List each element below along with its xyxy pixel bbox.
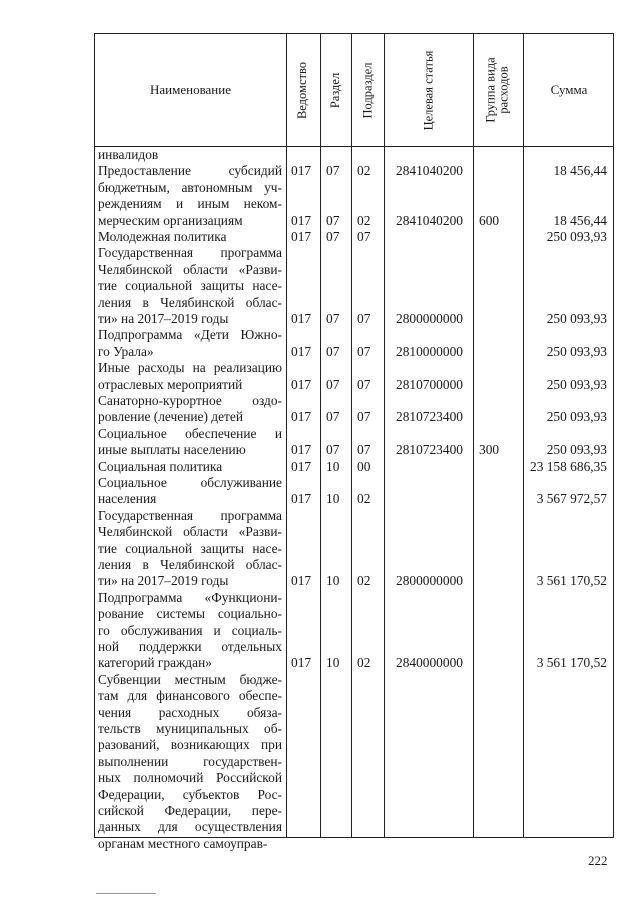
row-name-line: го обслуживания и социаль- <box>98 622 282 638</box>
row-name-line: ления в Челябинской облас- <box>98 557 282 573</box>
summa-cell: 250 093,93 <box>546 229 607 244</box>
razdel-cell: 07 <box>326 343 340 359</box>
vedomstvo-cell: 017 <box>291 655 312 671</box>
celevaya-cell: 2810723400 <box>396 409 463 425</box>
row-name-line: реждениям и иным неком- <box>98 196 282 212</box>
row-name-line: Социальное обеспечение и <box>98 425 282 441</box>
vedomstvo-cell: 017 <box>291 491 312 507</box>
header-vedomstvo <box>286 34 320 146</box>
header-podrazdel-text: Подраздел <box>360 62 374 118</box>
header-gruppa-text <box>485 57 511 122</box>
gruppa-cell: 300 <box>479 442 500 458</box>
row-name-line: инвалидов <box>98 147 159 162</box>
row-name-line: ти» на 2017–2019 годы <box>98 311 229 327</box>
row-name <box>98 229 282 245</box>
vedomstvo-cell: 017 <box>291 310 312 326</box>
podrazdel-cell: 07 <box>357 343 371 359</box>
row-name-line: ровление (лечение) детей <box>98 409 244 425</box>
summa-cell: 250 093,93 <box>546 343 607 359</box>
summa-cell: 250 093,93 <box>546 310 607 326</box>
razdel-cell: 07 <box>326 163 340 179</box>
row-name-line: данных для осуществления <box>98 819 282 835</box>
vedomstvo-cell: 017 <box>291 229 312 244</box>
row-name-line: рование системы социально- <box>98 606 282 622</box>
razdel-cell: 07 <box>326 442 340 458</box>
row-name <box>98 672 282 852</box>
row-name-line: ных полномочий Российской <box>98 770 282 786</box>
summa-cell: 250 093,93 <box>546 376 607 392</box>
row-name-line: Субвенции местным бюдже- <box>98 671 282 687</box>
row-name-line: отраслевых мероприятий <box>98 376 243 392</box>
podrazdel-cell: 00 <box>357 458 371 474</box>
row-name-line: органам местного самоуправ- <box>98 835 268 851</box>
row-name-line: го Урала» <box>98 343 154 359</box>
header-summa: Сумма <box>550 82 588 97</box>
vedomstvo-cell: 017 <box>291 409 312 425</box>
row-name <box>98 163 282 229</box>
razdel-cell: 07 <box>326 229 340 244</box>
celevaya-cell: 2810723400 <box>396 442 463 458</box>
row-name-line: тельств муниципальных об- <box>98 721 282 737</box>
row-name <box>98 426 282 459</box>
gruppa-cell: 600 <box>479 212 500 228</box>
podrazdel-cell: 07 <box>357 310 371 326</box>
header-celevaya-text: Целевая статья <box>420 50 435 130</box>
row-name-line: чения расходных обяза- <box>98 704 282 720</box>
header-razdel-text: Раздел <box>328 72 343 108</box>
razdel-cell: 10 <box>326 458 340 474</box>
row-name <box>98 327 282 360</box>
vedomstvo-cell: 017 <box>291 442 312 458</box>
summa-cell: 18 456,44 <box>553 212 607 228</box>
row-name-line: там для финансового обеспе- <box>98 688 282 704</box>
vedomstvo-cell: 017 <box>291 343 312 359</box>
header-name: Наименование <box>150 82 231 97</box>
razdel-cell: 07 <box>326 376 340 392</box>
vedomstvo-cell: 017 <box>291 573 312 589</box>
row-name <box>98 360 282 393</box>
summa-cell: 18 456,44 <box>553 163 607 179</box>
row-name <box>98 475 282 508</box>
razdel-cell: 10 <box>326 573 340 589</box>
podrazdel-cell: 07 <box>357 376 371 392</box>
row-name-line: Санаторно-курортное оздо- <box>98 393 282 408</box>
razdel-cell: 07 <box>326 310 340 326</box>
row-name-line: Федерации, субъектов Рос- <box>98 786 282 802</box>
vedomstvo-cell: 017 <box>291 212 312 228</box>
podrazdel-cell: 02 <box>357 163 371 179</box>
row-name-line: Социальное обслуживание <box>98 475 282 490</box>
row-name-line: Иные расходы на реализацию <box>98 360 282 376</box>
row-name-line: Подпрограмма «Функциони- <box>98 589 282 605</box>
row-name-line: тие социальной защиты насе- <box>98 278 282 294</box>
row-name-line: Социальная политика <box>98 458 223 474</box>
podrazdel-cell: 02 <box>357 573 371 589</box>
razdel-cell: 07 <box>326 212 340 228</box>
razdel-cell: 07 <box>326 409 340 425</box>
row-name-line: Молодежная политика <box>98 229 227 244</box>
row-name-line: ти» на 2017–2019 годы <box>98 573 229 589</box>
row-name-line: бюджетным, автономным уч- <box>98 179 282 195</box>
row-name-line: населения <box>98 491 157 507</box>
celevaya-cell: 2800000000 <box>396 573 463 589</box>
page-number: 222 <box>588 853 608 868</box>
header-vedomstvo-text: Ведомство <box>295 61 310 119</box>
row-name <box>98 459 282 475</box>
row-name-line: выполнении государствен- <box>98 753 282 769</box>
vedomstvo-cell: 017 <box>291 163 312 179</box>
celevaya-cell: 2800000000 <box>396 310 463 326</box>
header-celevaya <box>384 34 473 146</box>
podrazdel-cell: 07 <box>357 409 371 425</box>
summa-cell: 3 567 972,57 <box>536 491 607 507</box>
celevaya-cell: 2840000000 <box>396 655 463 671</box>
row-name-line: иные выплаты населению <box>98 442 246 458</box>
podrazdel-cell: 02 <box>357 655 371 671</box>
row-name-line: ления в Челябинской облас- <box>98 294 282 310</box>
row-name-line: Государственная программа <box>98 245 282 261</box>
row-name-line: ной поддержки отдельных <box>98 639 282 655</box>
header-gruppa-line-2: расходов <box>497 66 512 114</box>
row-name-line: Подпрограмма «Дети Южно- <box>98 327 282 343</box>
row-name-line: Государственная программа <box>98 507 282 523</box>
summa-cell: 23 158 686,35 <box>530 458 607 474</box>
summa-cell: 250 093,93 <box>546 442 607 458</box>
table-body <box>95 147 613 851</box>
podrazdel-cell: 07 <box>357 442 371 458</box>
row-name-line: Челябинской области «Разви- <box>98 524 282 540</box>
razdel-cell: 10 <box>326 491 340 507</box>
row-name-line: категорий граждан» <box>98 655 212 671</box>
vedomstvo-cell: 017 <box>291 376 312 392</box>
row-name <box>98 508 282 590</box>
row-name <box>98 245 282 327</box>
podrazdel-cell: 07 <box>357 229 371 244</box>
podrazdel-cell: 02 <box>357 212 371 228</box>
row-name-line: сийской Федерации, пере- <box>98 803 282 819</box>
header-razdel <box>320 34 351 146</box>
row-name-line: Челябинской области «Разви- <box>98 261 282 277</box>
row-name <box>98 590 282 672</box>
header-gruppa-line-1: Группа вида <box>484 57 499 123</box>
podrazdel-cell: 02 <box>357 491 371 507</box>
row-name-line: разований, возникающих при <box>98 737 282 753</box>
razdel-cell: 10 <box>326 655 340 671</box>
celevaya-cell: 2841040200 <box>396 163 463 179</box>
header-podrazdel <box>351 34 384 146</box>
row-name-line: мерческим организациям <box>98 212 243 228</box>
row-name-line: тие социальной защиты насе- <box>98 540 282 556</box>
summa-cell: 3 561 170,52 <box>536 655 607 671</box>
budget-table <box>94 33 614 851</box>
summa-cell: 3 561 170,52 <box>536 573 607 589</box>
footer-rule <box>96 893 156 894</box>
celevaya-cell: 2810000000 <box>396 343 463 359</box>
summa-cell: 250 093,93 <box>546 409 607 425</box>
row-name-line: Предоставление субсидий <box>98 163 282 179</box>
celevaya-cell: 2841040200 <box>396 212 463 228</box>
celevaya-cell: 2810700000 <box>396 376 463 392</box>
row-name <box>98 393 282 426</box>
header-gruppa <box>473 34 523 146</box>
row-name <box>98 147 282 163</box>
vedomstvo-cell: 017 <box>291 458 312 474</box>
